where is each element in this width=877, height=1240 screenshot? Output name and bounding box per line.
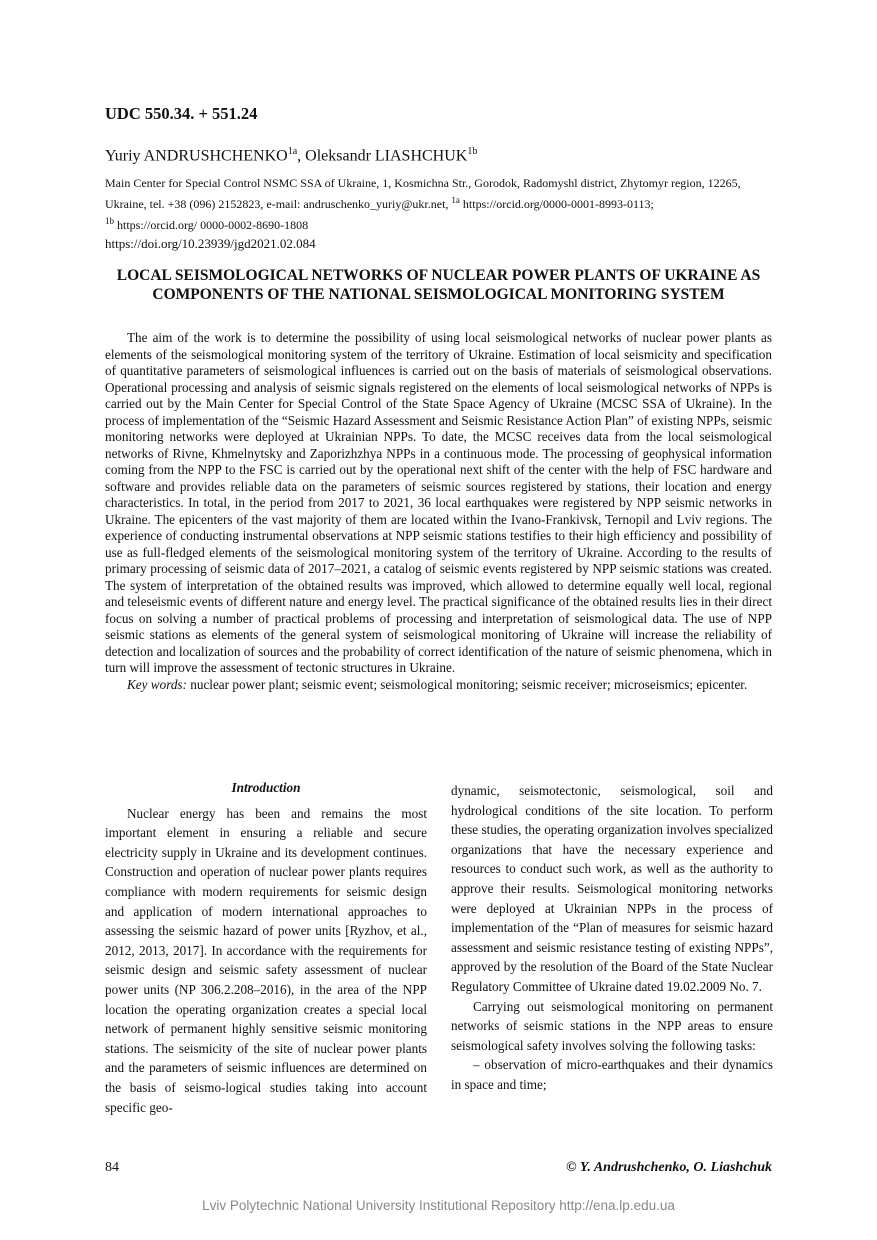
- paragraph: dynamic, seismotectonic, seismological, soil and hydrological conditions of the site location. To perform these studies, the operating organization involves specialized organizations that have the necessary experience and resources to conduct such work, as well as the authority to approve their results. Seismological monitoring networks were deployed at Ukrainian NPPs in the process of implementation of the “Plan of measures for seismic hazard assessment and seismic resistance testing of existing NPPs”, approved by the resolution of the Board of the State Nuclear Regulatory Committee of Ukraine dated 19.02.2009 No. 7.: [451, 783, 773, 994]
- keywords-text: nuclear power plant; seismic event; seismological monitoring; seismic receiver; microseismics; epicenter.: [186, 676, 748, 692]
- affiliation-marker: 1b: [467, 146, 478, 157]
- orcid-link[interactable]: https://orcid.org/0000-0001-8993-0113;: [459, 197, 654, 211]
- author-separator: ,: [297, 147, 306, 165]
- keywords: [105, 677, 772, 694]
- paragraph: Carrying out seismological monitoring on permanent networks of seismic stations in the NPP areas to ensure seismological safety involves solving the following tasks:: [451, 998, 773, 1053]
- section-heading-introduction: Introduction: [231, 780, 301, 795]
- affiliation-text: Main Center for Special Control NSMC SSA of Ukraine, 1, Kosmichna Str., Gorodok, Radomyshl district, Zhytomyr region, 12265, Ukraine, tel. +38 (096) 2152823, e-mail: andruschenko_yuriy@ukr.net,: [105, 176, 741, 211]
- author-name: Yuriy ANDRUSHCHENKO: [105, 147, 288, 165]
- paragraph: Nuclear energy has been and remains the most important element in ensuring a reliable and secure electricity supply in Ukraine and its development continues. Construction and operation of nuclear power plants requires compliance with modern requirements for seismic design and application of modern international approaches to assessing the seismic hazard of power units [Ryzhov, et al., 2012, 2013, 2017]. In accordance with the requirements for seismic design and seismic safety assessment of nuclear power units (NP 306.2.208–2016), in the area of the NPP location the operating organization creates a special local network of permanent highly sensitive seismic monitoring stations. The seismicity of the site of nuclear power plants and the parameters of seismic influences are determined on the basis of seismo-logical studies taking into account specific geo-: [105, 805, 427, 1115]
- copyright: © Y. Andrushchenko, O. Liashchuk: [566, 1160, 772, 1175]
- orcid-marker: 1b: [105, 216, 114, 226]
- orcid-link[interactable]: https://orcid.org/ 0000-0002-8690-1808: [114, 218, 309, 232]
- author-name: Oleksandr LIASHCHUK: [305, 147, 468, 165]
- keywords-label: Key words:: [127, 676, 187, 692]
- doi-link[interactable]: https://doi.org/10.23939/jgd2021.02.084: [105, 236, 316, 251]
- affiliation-marker: 1a: [287, 146, 298, 157]
- authors: [105, 146, 477, 165]
- repository-watermark: Lviv Polytechnic National University Institutional Repository http://ena.lp.edu.ua: [202, 1198, 675, 1213]
- right-column: [451, 781, 773, 1095]
- abstract-text: The aim of the work is to determine the possibility of using local seismological networks of nuclear power plants as elements of the seismological monitoring system of the territory of Ukraine. Estimation of local seismicity and specification of quantitative parameters of seismological influences is carried out on the basis of materials of seismological observations. Operational processing and analysis of seismic signals registered on the elements of local seismological networks of NPPs is carried out by the Main Center for Special Control of the State Space Agency of Ukraine (MCSC SSA of Ukraine). In the process of implementation of the “Seismic Hazard Assessment and Seismic Resistance Action Plan” of existing NPPs, seismic monitoring networks were deployed at Ukrainian NPPs. To date, the MCSC receives data from the local seismological networks of Rivne, Khmelnytsky and Zaporizhzhya NPPs in a continuous mode. The processing of geophysical information coming from the NPP to the FSC is carried out by the operational next shift of the center with the help of FSC hardware and software and provides reliable data on the parameters of seismic sources registered by stations, their location and energy characteristics. In total, in the period from 2017 to 2021, 36 local earthquakes were registered by NPP seismic networks in Ukraine. The epicenters of the vast majority of them are located within the Ivano-Frankivsk, Ternopil and Lviv regions. The experience of conducting instrumental observations at NPP seismic stations testifies to their high efficiency and possibility of use as full-fledged elements of the seismological monitoring system of the territory of Ukraine. According to the results of primary processing of seismic data of 2017–2021, a catalog of seismic events registered by NPP seismic stations was created. The system of interpretation of the obtained results was improved, which allowed to determine equally well local, regional and teleseismic events of different nature and energy level. The practical significance of the obtained results lies in their direct focus on solving a number of practical problems of processing and interpretation of seismological data. The use of NPP seismic stations as elements of the general system of seismological monitoring of Ukraine will increase the reliability of detection and localization of sources and the probability of correct identification of the nature of seismic phenomena, which in turn will improve the assessment of tectonic structures in Ukraine.: [105, 330, 772, 675]
- orcid-marker: 1a: [451, 195, 460, 205]
- left-column: [105, 778, 427, 1117]
- affiliation: [105, 175, 775, 234]
- abstract: [105, 330, 772, 693]
- paper-title: LOCAL SEISMOLOGICAL NETWORKS OF NUCLEAR POWER PLANTS OF UKRAINE AS COMPONENTS OF THE NATIONAL SEISMOLOGICAL MONITORING SYSTEM: [116, 267, 761, 303]
- list-item: – observation of micro-earthquakes and their dynamics in space and time;: [451, 1057, 773, 1092]
- udc-code: UDC 550.34. + 551.24: [105, 104, 258, 123]
- page-number: 84: [105, 1160, 119, 1175]
